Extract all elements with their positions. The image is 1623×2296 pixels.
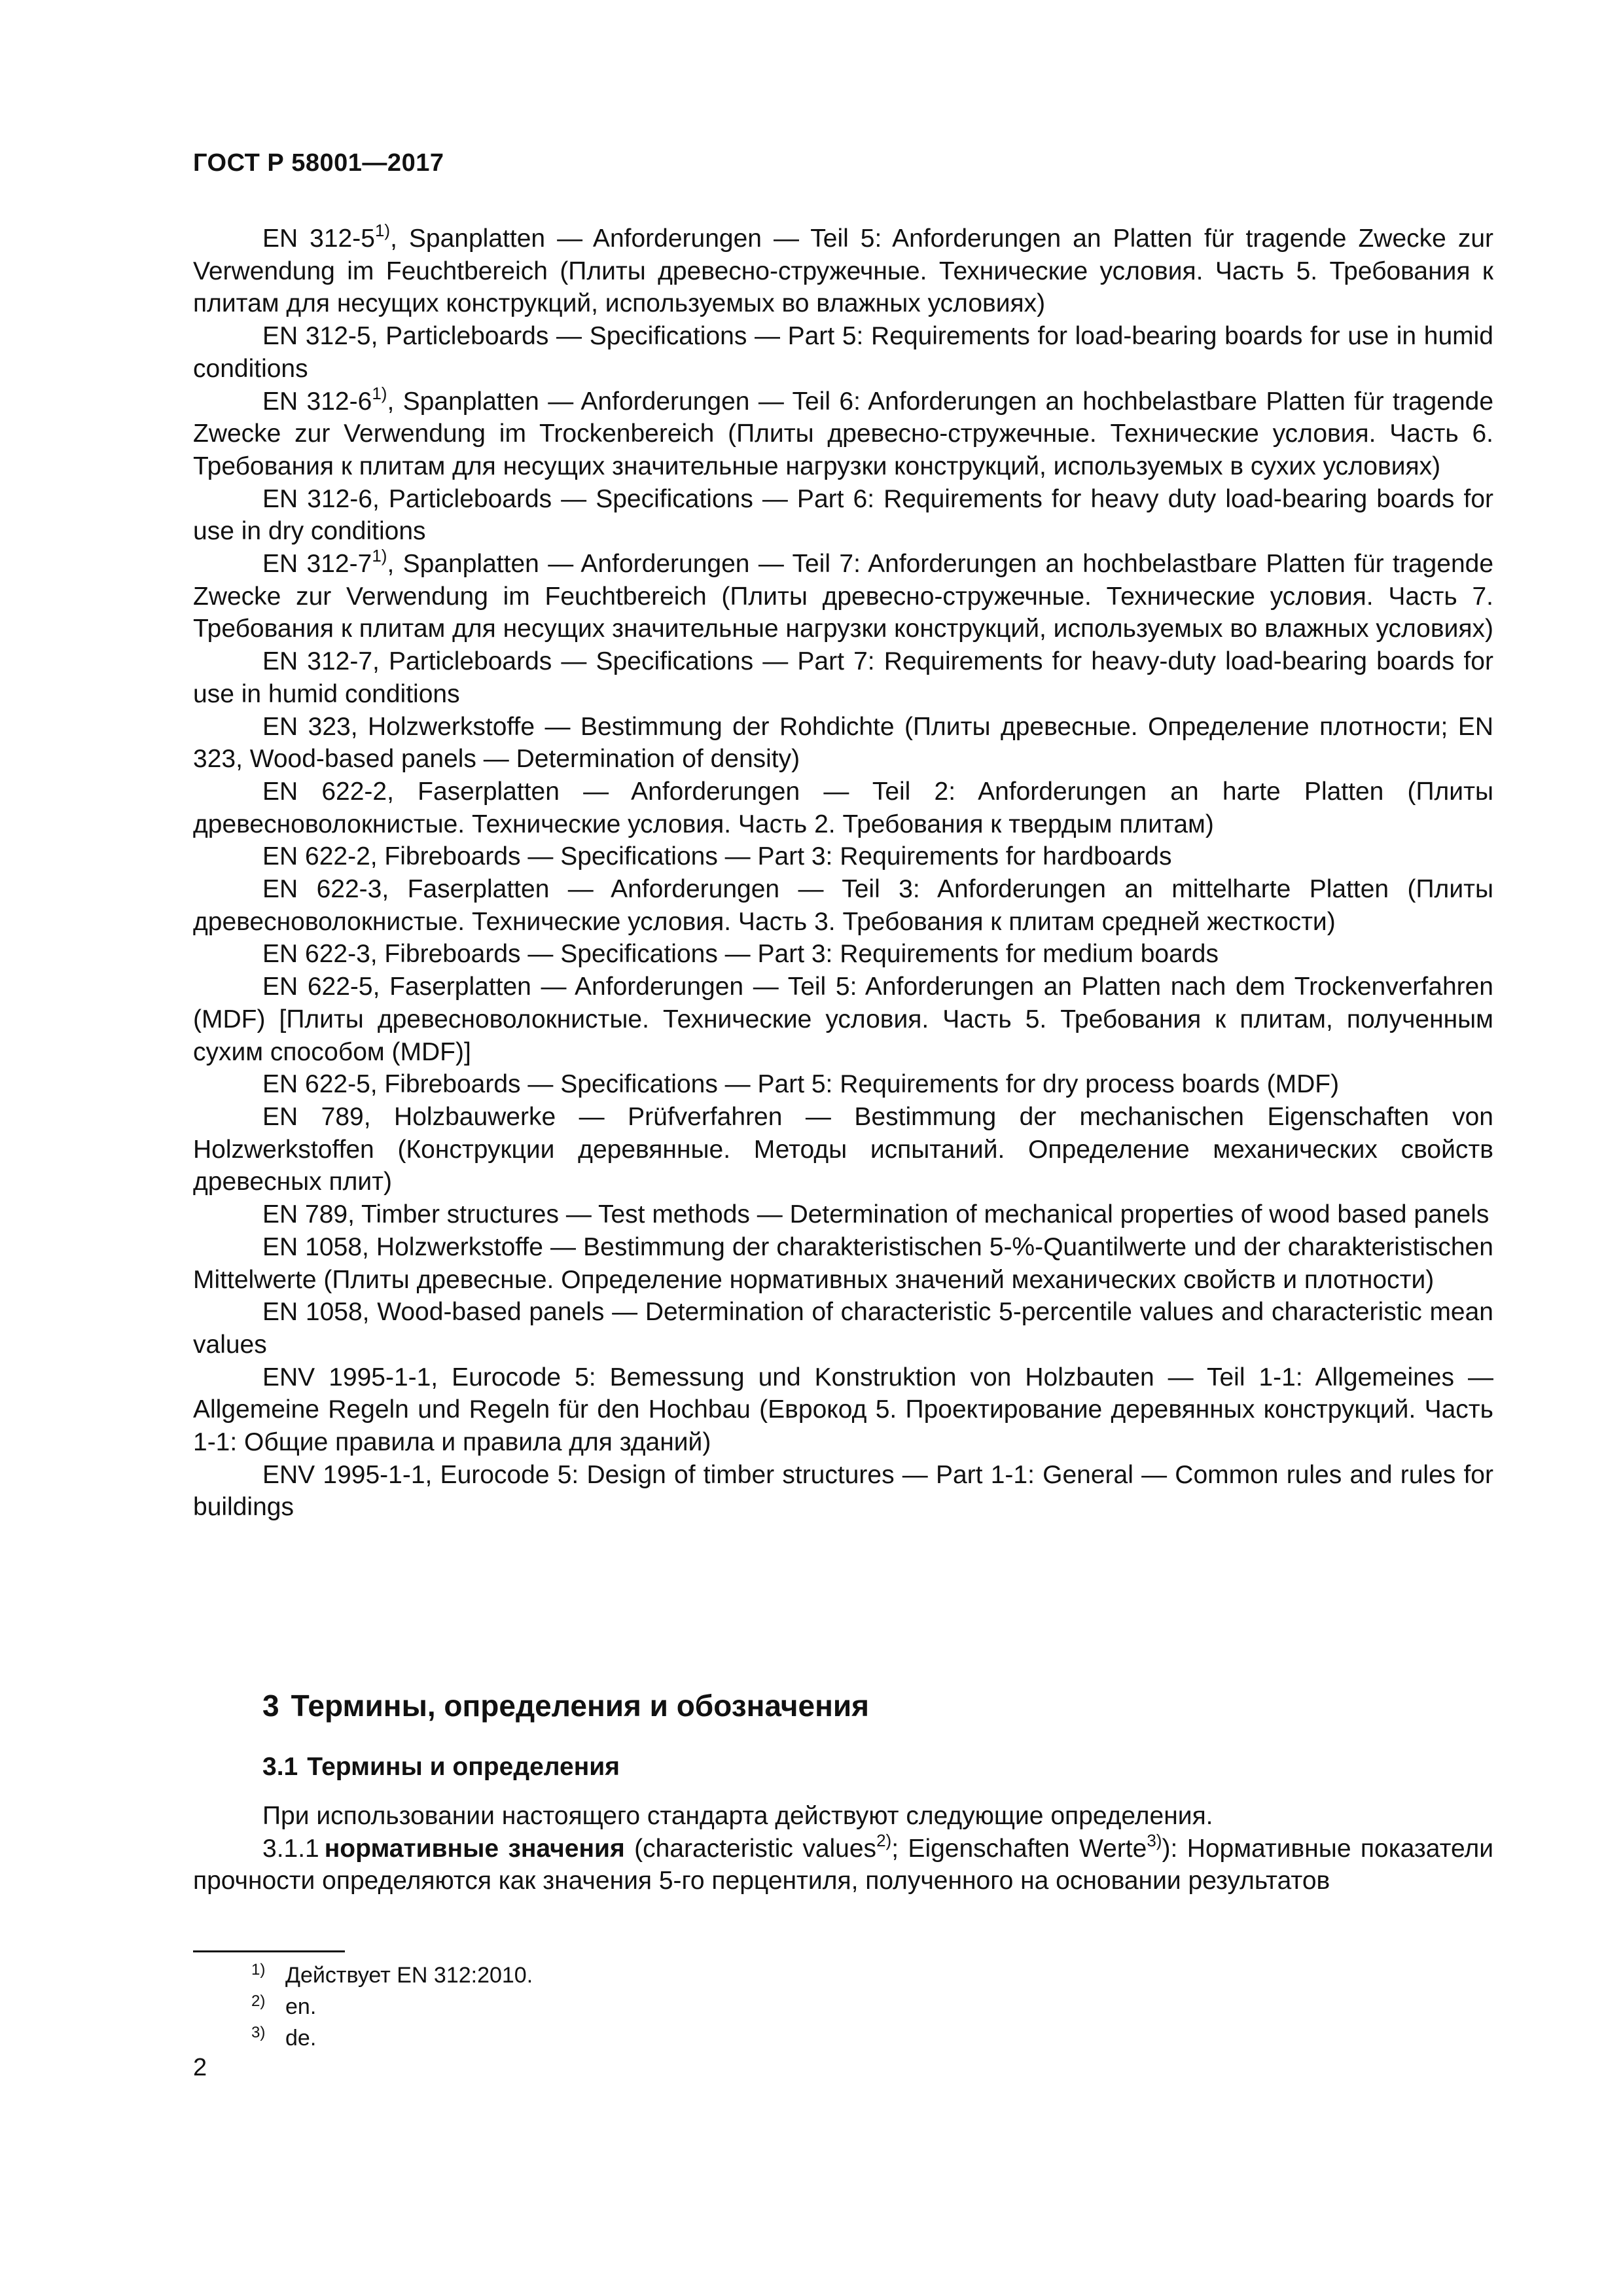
reference-item: EN 789, Timber structures — Test methods — Determination of mechanical properties of wood based panels [262, 1200, 1489, 1229]
reference-item: EN 622-3, Fibreboards — Specifications — Part 3: Requirements for medium boards [262, 940, 1219, 969]
section-heading [262, 1687, 869, 1724]
reference-item: EN 622-2, Faserplatten — Anforderungen — Teil 2: Anforderungen an harte Platten (Плиты древесноволокнистые. Технические условия. Часть 2. Требования к твердым плитам) [193, 777, 1493, 838]
term-number: 3.1.1 [262, 1834, 319, 1863]
reference-item: EN 622-5, Faserplatten — Anforderungen — Teil 5: Anforderungen an Platten nach dem Trockenverfahren (MDF) [Плиты древесноволокнистые. Технические условия. Часть 5. Требования к плитам, полученным сухим способом (MDF)] [193, 973, 1493, 1066]
term-name: нормативные значения [324, 1834, 625, 1863]
section-number: 3 [262, 1689, 279, 1723]
section-title: Термины, определения и обозначения [291, 1689, 869, 1723]
reference-item: EN 1058, Wood-based panels — Determination of characteristic 5-percentile values and characteristic mean values [193, 1298, 1493, 1359]
footnote-divider [193, 1950, 345, 1952]
reference-item: ENV 1995-1-1, Eurocode 5: Design of timber structures — Part 1-1: General — Common rules and rules for buildings [193, 1460, 1493, 1522]
reference-item: EN 312-7, Particleboards — Specifications — Part 7: Requirements for heavy-duty load-bearing boards for use in humid conditions [193, 647, 1493, 708]
reference-item: EN 622-5, Fibreboards — Specifications — Part 5: Requirements for dry process boards (MDF) [262, 1070, 1340, 1099]
subsection-heading [262, 1751, 620, 1783]
reference-item: EN 1058, Holzwerkstoffe — Bestimmung der charakteristischen 5-%-Quantilwerte und der charakteristischen Mittelwerte (Плиты древесные. Определение нормативных значений механических свойств и плотности) [193, 1232, 1493, 1294]
reference-item: EN 789, Holzbauwerke — Prüfverfahren — Bestimmung der mechanischen Eigenschaften von Holzwerkstoffen (Конструкции деревянные. Методы испытаний. Определение механических свойств древесных плит) [193, 1102, 1493, 1196]
reference-item: EN 323, Holzwerkstoffe — Bestimmung der Rohdichte (Плиты древесные. Определение плотности; EN 323, Wood-based panels — Determination of density) [193, 712, 1493, 774]
footnote-item: 3) de. [251, 2024, 317, 2051]
footnote-ref: 1) [374, 221, 391, 240]
reference-item: EN 312-5$^{1)}$, Spanplatten — Anforderungen — Teil 5: Anforderungen an Platten für tragende Zwecke zur Verwendung im Feuchtbereich (Плиты древесно-стружечные. Технические условия. Часть 5. Требования к плитам для несущих конструкций, используемых во влажных условиях) [193, 221, 1494, 318]
footnotes [251, 1960, 533, 2054]
reference-item: EN 312-5, Particleboards — Specifications — Part 5: Requirements for load-bearing boards for use in humid conditions [193, 322, 1493, 383]
subsection-title: Термины и определения [307, 1753, 620, 1781]
intro-paragraph: При использовании настоящего стандарта действуют следующие определения. [262, 1802, 1213, 1830]
reference-item: EN 622-2, Fibreboards — Specifications — Part 3: Requirements for hardboards [262, 842, 1172, 871]
footnote-ref: 2) [876, 1830, 892, 1850]
footnote-text: Действует EN 312:2010. [285, 1963, 533, 1988]
document-header: ГОСТ Р 58001—2017 [193, 149, 444, 177]
definitions-block [193, 1800, 1493, 1897]
footnote-item: 1) Действует EN 312:2010. [251, 1961, 533, 1988]
footnote-text: en. [285, 1994, 317, 2019]
footnote-ref: 1) [372, 546, 387, 566]
reference-item: EN 622-3, Faserplatten — Anforderungen — Teil 3: Anforderungen an mittelharte Platten (Плиты древесноволокнистые. Технические условия. Часть 3. Требования к плитам средней жесткости) [193, 875, 1493, 936]
footnote-text: de. [285, 2026, 317, 2051]
footnote-item: 2) en. [251, 1992, 317, 2019]
reference-item: EN 312-6, Particleboards — Specifications — Part 6: Requirements for heavy duty load-bearing boards for use in dry conditions [193, 484, 1493, 546]
footnote-ref: 1) [372, 383, 387, 403]
reference-item: EN 312-7$^{1)}$, Spanplatten — Anforderungen — Teil 7: Anforderungen an hochbelastbare Platten für tragende Zwecke zur Verwendung im Feuchtbereich (Плиты древесно-стружечные. Технические условия. Часть 7. Требования к плитам для несущих значительные нагрузки конструкций, используемых во влажных условиях) [193, 546, 1494, 643]
reference-item: EN 312-6$^{1)}$, Spanplatten — Anforderungen — Teil 6: Anforderungen an hochbelastbare Platten für tragende Zwecke zur Verwendung im Trockenbereich (Плиты древесно-стружечные. Технические условия. Часть 6. Требования к плитам для несущих значительные нагрузки конструкций, используемых в сухих условиях) [193, 383, 1494, 480]
subsection-number: 3.1 [262, 1753, 298, 1781]
footnote-ref: 3) [1147, 1830, 1162, 1850]
term-definition: 3.1.1 нормативные значения (characteristic values$^{2)}$; Eigenschaften Werte$^{3)}$): Нормативные показатели прочности определяются как значения 5-го перцентиля, полученного на основании результатов [193, 1830, 1493, 1895]
reference-item: ENV 1995-1-1, Eurocode 5: Bemessung und Konstruktion von Holzbauten — Teil 1-1: Allgemeines — Allgemeine Regeln und Regeln für den Hochbau (Еврокод 5. Проектирование деревянных конструкций. Часть 1-1: Общие правила и правила для зданий) [193, 1363, 1493, 1457]
normative-references [193, 223, 1493, 1524]
page-number: 2 [193, 2054, 207, 2081]
